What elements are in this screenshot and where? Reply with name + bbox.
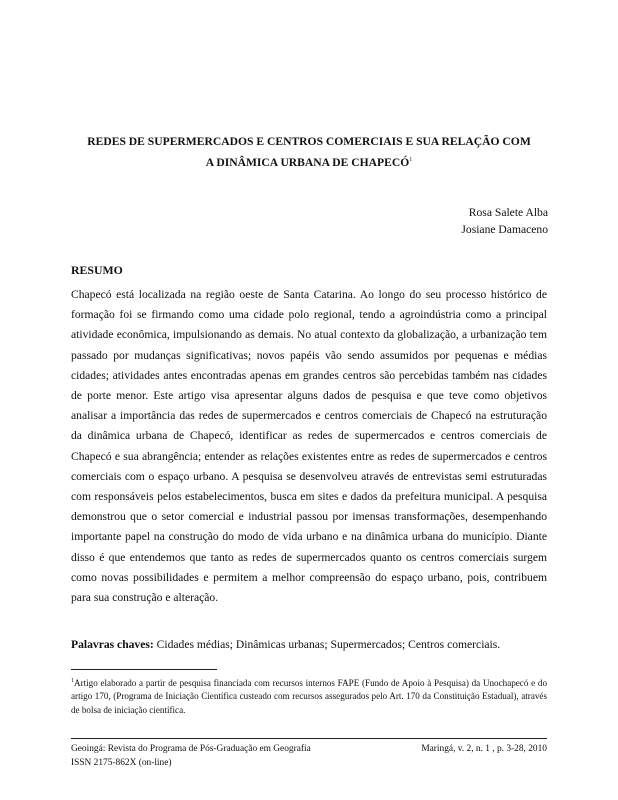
author-name: Josiane Damaceno [461,223,548,236]
article-title [60,132,558,172]
page-footer-divider [71,738,547,739]
footnote [71,677,547,717]
footnote-text: Artigo elaborado a partir de pesquisa financiada com recursos internos FAPE (Fundo de Apoio à Pesquisa) da Unochapecó e do artigo 170, (Programa de Iniciação Científica custeado com recursos assegurados pelo Art. 170 da Constituição Estadual), através de bolsa de iniciação científica. [71,678,547,715]
keywords-text: Cidades médias; Dinâmicas urbanas; Supermercados; Centros comerciais. [153,638,501,651]
footer-issn: ISSN 2175-862X (on-line) [71,758,172,768]
footer-journal-name: Geoingá: Revista do Programa de Pós-Graduação em Geografia [71,744,311,754]
author-list [461,204,548,238]
author-name: Rosa Salete Alba [468,206,548,219]
abstract-heading: RESUMO [71,263,123,277]
article-title-line-1: REDES DE SUPERMERCADOS E CENTROS COMERCIAIS E SUA RELAÇÃO COM [87,135,531,148]
footnote-mark: 1 [71,677,74,684]
abstract-text: Chapecó está localizada na região oeste de Santa Catarina. Ao longo do seu processo histórico de formação foi se firmando como uma cidade polo regional, tendo a agroindústria como a principal atividade econômica, impulsionando as demais. No atual contexto da globalização, a urbanização tem passado por mudanças significativas; novos papéis vão sendo assumidos por pequenas e médias cidades; atividades antes encontradas apenas em grandes centros são percebidas também nas cidades de porte menor. Este artigo visa apresentar alguns dados de pesquisa e que teve como objetivos analisar a importância das redes de supermercados e centros comerciais de Chapecó na estruturação da dinâmica urbana de Chapecó, identificar as redes de supermercados e centros comerciais de Chapecó e sua abrangência; entender as relações existentes entre as redes de supermercados e centros comerciais com o espaço urbano. A pesquisa se desenvolveu através de entrevistas semi estruturadas com responsáveis pelos estabelecimentos, busca em sites e dados da prefeitura municipal. A pesquisa demonstrou que o setor comercial e industrial passou por imensas transformações, desempenhando importante papel na construção do modo de vida urbano e na dinâmica urbana do município. Diante disso é que entendemos que tanto as redes de supermercados quanto os centros comerciais surgem como novas possibilidades e permitem a melhor compreensão do espaço urbano, pois, contribuem para sua construção e alteração. [71,288,547,605]
keywords-line [71,636,547,653]
article-title-line-2 [60,151,558,172]
footer-citation: Maringá, v. 2, n. 1 , p. 3-28, 2010 [421,744,547,754]
footnote-divider [71,669,217,670]
keywords-label: Palavras chaves: [71,638,154,651]
title-footnote-mark[interactable]: 1 [409,157,413,163]
article-title-line-2-text: A DINÂMICA URBANA DE CHAPECÓ [205,155,410,169]
